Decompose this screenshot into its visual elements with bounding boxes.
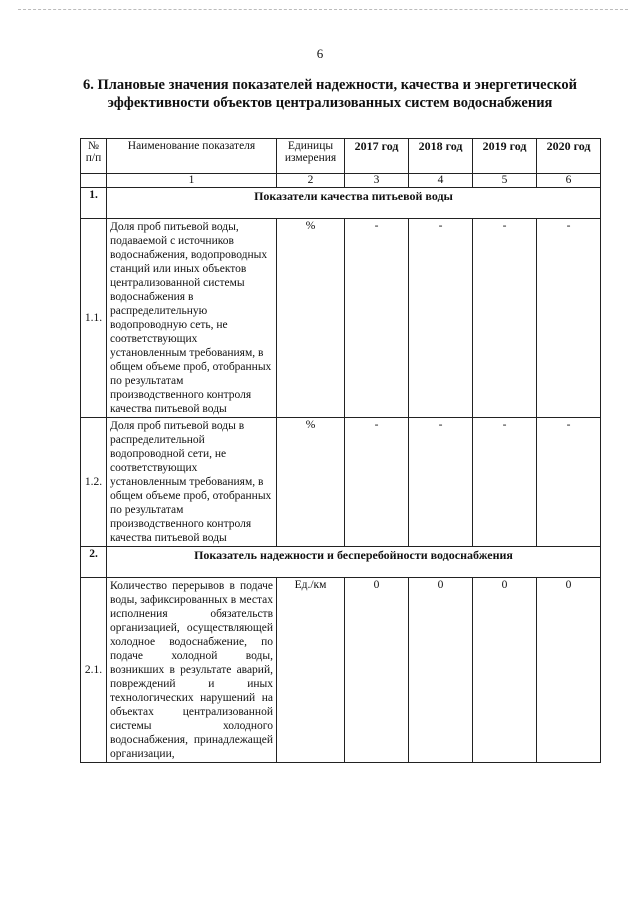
value-2018: 0	[409, 578, 473, 763]
indicator-name: Доля проб питьевой воды, подаваемой с источников водоснабжения, водопроводных станций или иных объектов централизованной системы водоснабжения в распределительную водопроводную сеть, не соответствующих установленным требованиям, в общем объеме проб, отобранных по результатам производственного контроля качества питьевой воды	[107, 219, 277, 418]
value-2017: 0	[345, 578, 409, 763]
value-2020: -	[537, 219, 601, 418]
unit-cell: Ед./км	[277, 578, 345, 763]
page-number: 6	[316, 46, 324, 61]
section-2-title: Показатель надежности и бесперебойности водоснабжения	[107, 547, 601, 578]
section-row-1	[81, 188, 601, 219]
value-2018: -	[409, 219, 473, 418]
indicators-table	[80, 138, 601, 763]
header-2018: 2018 год	[409, 139, 473, 174]
section-row-2	[81, 547, 601, 578]
value-2019: -	[473, 219, 537, 418]
section-title: 6. Плановые значения показателей надежности, качества и энергетической эффективности объектов централизованных систем водоснабжения	[83, 77, 577, 111]
table-row	[81, 418, 601, 547]
header-2017: 2017 год	[345, 139, 409, 174]
table-row	[81, 578, 601, 763]
value-2019: 0	[473, 578, 537, 763]
index-cell: 2	[277, 174, 345, 188]
header-name: Наименование показателя	[107, 139, 277, 174]
header-2020: 2020 год	[537, 139, 601, 174]
unit-cell: %	[277, 219, 345, 418]
header-num: № п/п	[81, 139, 107, 174]
indicator-name: Количество перерывов в подаче воды, зафиксированных в местах исполнения обязательств организацией, осуществляющей холодное водоснабжение, по подаче холодной воды, возникших в результате аварий, повреждений и иных технологических нарушений на объектах централизованной системы холодного водоснабжения, принадлежащей организации,	[107, 578, 277, 763]
scan-top-edge	[18, 9, 628, 10]
column-index-row	[81, 174, 601, 188]
section-1-number: 1.	[81, 188, 107, 219]
row-number: 1.1.	[81, 219, 107, 418]
indicator-name: Доля проб питьевой воды в распределительной водопроводной сети, не соответствующих установленным требованиям, в общем объеме проб, отобранных по результатам производственного контроля качества питьевой воды	[107, 418, 277, 547]
index-cell: 4	[409, 174, 473, 188]
header-2019: 2019 год	[473, 139, 537, 174]
index-cell: 3	[345, 174, 409, 188]
index-cell: 6	[537, 174, 601, 188]
header-row	[81, 139, 601, 174]
header-unit: Единицы измерения	[277, 139, 345, 174]
section-2-number: 2.	[81, 547, 107, 578]
index-cell: 1	[107, 174, 277, 188]
value-2019: -	[473, 418, 537, 547]
index-cell: 5	[473, 174, 537, 188]
unit-cell: %	[277, 418, 345, 547]
value-2018: -	[409, 418, 473, 547]
index-blank	[81, 174, 107, 188]
value-2020: 0	[537, 578, 601, 763]
row-number: 2.1.	[81, 578, 107, 763]
row-number: 1.2.	[81, 418, 107, 547]
value-2017: -	[345, 219, 409, 418]
table-row	[81, 219, 601, 418]
section-1-title: Показатели качества питьевой воды	[107, 188, 601, 219]
value-2020: -	[537, 418, 601, 547]
value-2017: -	[345, 418, 409, 547]
